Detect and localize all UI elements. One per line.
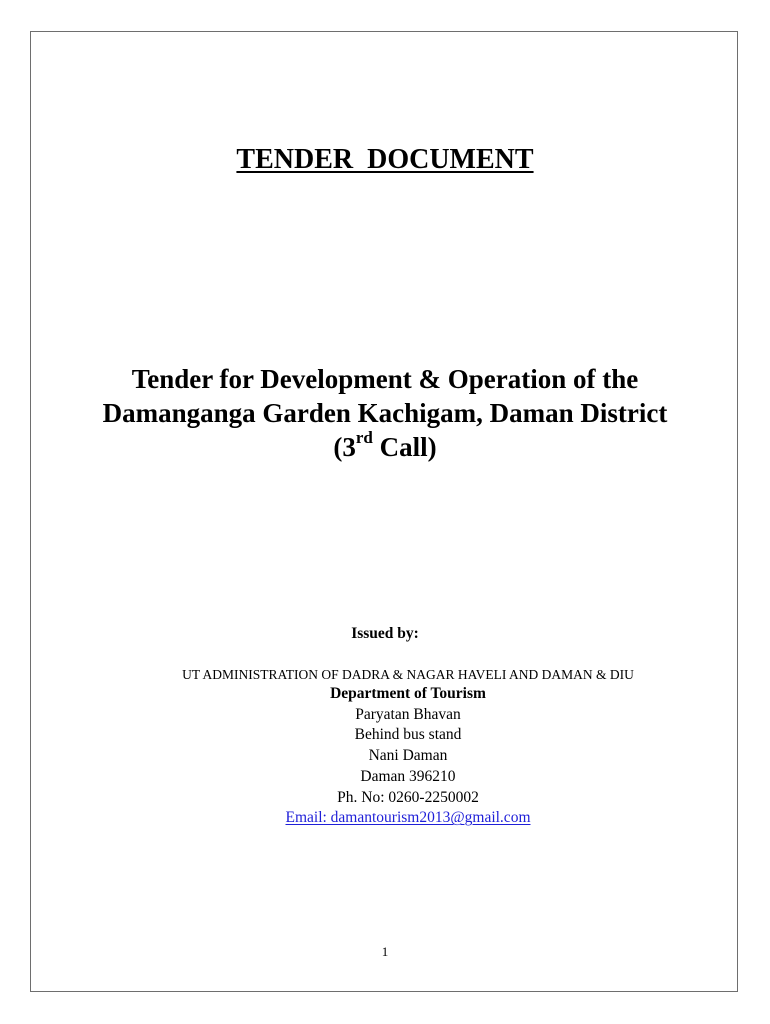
address-line: Nani Daman bbox=[368, 747, 448, 765]
document-title: TENDER DOCUMENT bbox=[236, 144, 534, 175]
issued-by-label: Issued by: bbox=[351, 625, 419, 642]
address-line: Paryatan Bhavan bbox=[355, 705, 461, 723]
call-ordinal-superscript: rd bbox=[355, 428, 373, 447]
address-line: Behind bus stand bbox=[354, 726, 462, 744]
call-suffix: Call) bbox=[372, 432, 437, 462]
address-line: Daman 396210 bbox=[360, 767, 456, 785]
call-prefix: (3 bbox=[333, 432, 356, 462]
issuer-department: Department of Tourism bbox=[330, 685, 486, 702]
issuer-administration: UT ADMINISTRATION OF DADRA & NAGAR HAVELI AND DAMAN & DIU bbox=[182, 667, 634, 682]
tender-heading-line-1: Tender for Development & Operation of the bbox=[131, 364, 639, 394]
tender-heading-line-2: Damanganga Garden Kachigam, Daman District bbox=[102, 398, 668, 428]
phone-number: Ph. No: 0260-2250002 bbox=[337, 788, 479, 806]
email-link[interactable]: Email: damantourism2013@gmail.com bbox=[285, 809, 531, 827]
tender-call-number bbox=[0, 430, 770, 464]
tender-heading bbox=[0, 362, 770, 464]
page-number: 1 bbox=[381, 944, 389, 959]
issuer-address-block bbox=[0, 684, 770, 829]
